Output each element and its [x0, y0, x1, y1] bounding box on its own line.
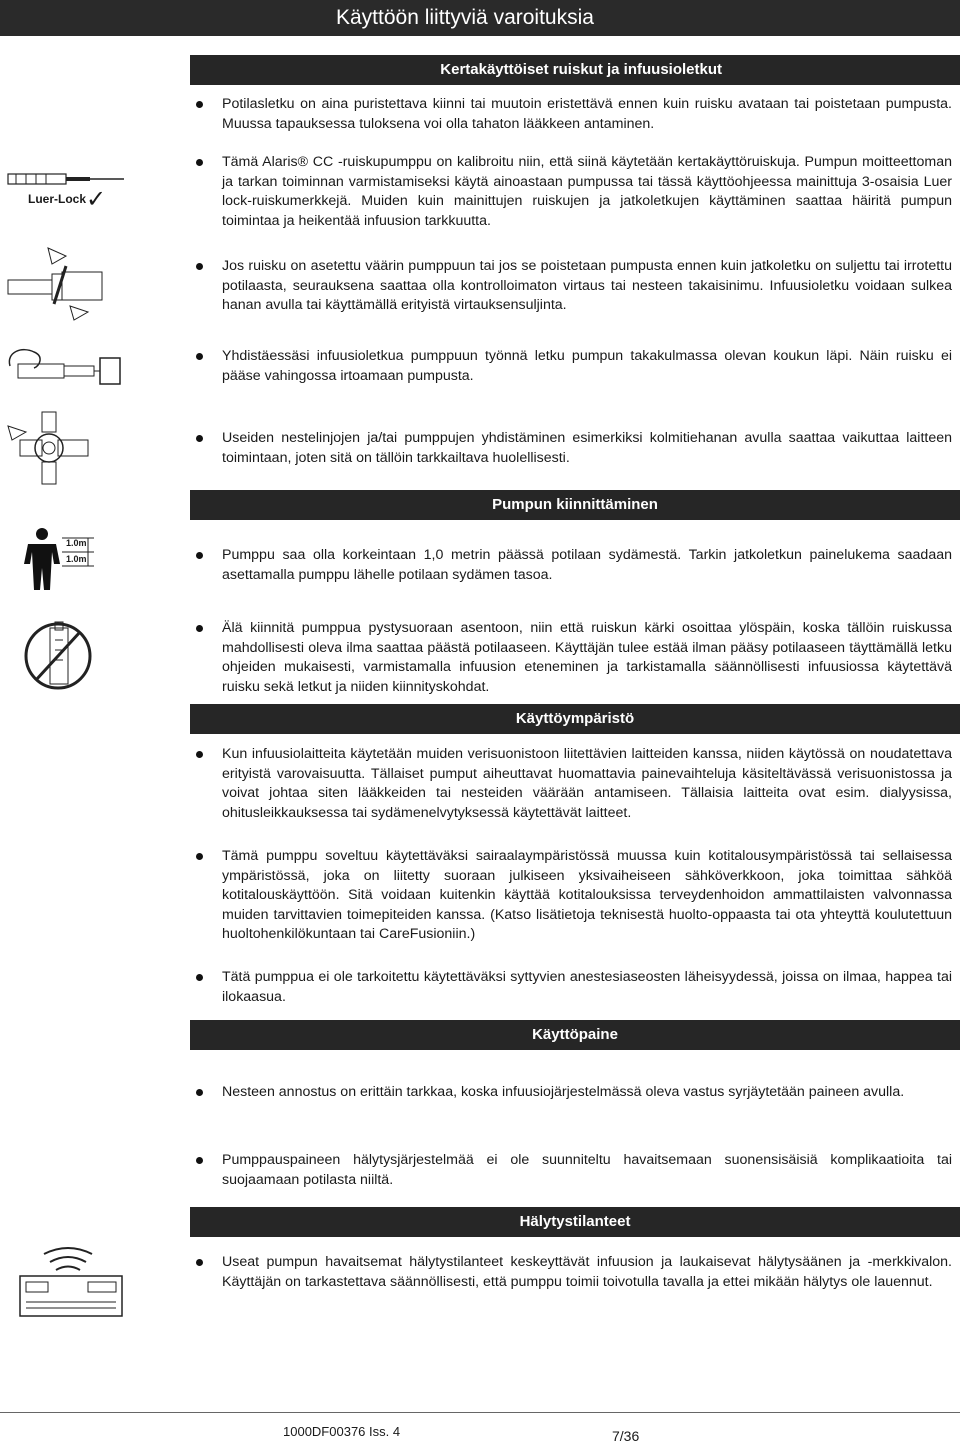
section-title: Hälytystilanteet [519, 1213, 631, 1230]
section-header-operating-pressure [190, 1020, 960, 1050]
warning-item: Useiden nestelinjojen ja/tai pumppujen yhdistäminen esimerkiksi kolmitiehanan avulla saattaa vaikuttaa laitteen toimintaan, joten sitä on tällöin tarkkailtava huolellisesti. [196, 429, 952, 468]
warning-item: Tämä Alaris® CC -ruiskupumppu on kalibroitu niin, että siinä käytetään kertakäyttöruiskuja. Pumpun moitteettoman ja tarkan toiminnan varmistamiseksi käytä ainoastaan pumpussa tai tässä käyttöohjeessa mainittuja 3-osaisia Luer lock-ruiskumerkkejä. Muiden kuin mainittujen ruiskujen ja jatkoletkujen käyttäminen saattaa häiritä pumpun toimintaa ja heikentää infuusion tarkkuutta. [196, 153, 952, 231]
page-title-bar [0, 0, 960, 36]
warning-item: Nesteen annostus on erittäin tarkkaa, koska infuusiojärjestelmässä oleva vastus syrjäytetään paineen avulla. [196, 1083, 952, 1103]
bullet-icon [196, 853, 203, 860]
page-title: Käyttöön liittyviä varoituksia [336, 6, 594, 29]
warning-item: Pumppu saa olla korkeintaan 1,0 metrin päässä potilaan sydämestä. Tarkin jatkoletkun painelukema saadaan asettamalla pumppu lähelle potilaan sydämen tasoa. [196, 546, 952, 585]
no-vertical-mount-figure [22, 620, 94, 692]
section-title: Pumpun kiinnittäminen [492, 496, 658, 513]
patient-height-figure [16, 526, 96, 594]
section-header-disposable-syringes [190, 55, 960, 85]
footer-divider [0, 1412, 960, 1413]
warning-item: Pumppauspaineen hälytysjärjestelmää ei ole suunniteltu havaitsemaan suonensisäisiä komplikaatioita tai suojaamaan potilasta niiltä. [196, 1151, 952, 1190]
warning-item: Tätä pumppua ei ole tarkoitettu käytettäväksi syttyvien anestesiaseosten läheisyydessä, joissa on ilmaa, happea tai ilokaasua. [196, 968, 952, 1007]
section-title: Käyttöympäristö [515, 710, 635, 727]
section-title: Kertakäyttöiset ruiskut ja infuusioletkut [440, 61, 722, 78]
tubing-hook-icon [4, 342, 124, 386]
syringe-clamp-icon [4, 244, 114, 324]
alarm-pump-figure [16, 1244, 126, 1320]
alarm-pump-icon [16, 1244, 126, 1320]
bullet-icon [196, 101, 203, 108]
section-header-pump-mounting [190, 490, 960, 520]
checkmark-icon: ✓ [86, 186, 107, 213]
tubing-hook-figure [4, 342, 124, 386]
warning-item: Kun infuusiolaitteita käytetään muiden verisuonistoon liitettävien laitteiden kanssa, niiden käytössä on noudatettava erityistä varovaisuutta. Tällaiset pumput aiheuttavat huomattavia painevaihteluja käsiteltävässä verisuonistossa ja voivat johtaa siten lääkkeiden tai nesteiden väärään antamiseen. Tällaisia laitteita ovat esim. dialyysissa, ohitusleikkauksessa tai sydämenelvytyksessä käytettävät laitteet. [196, 745, 952, 823]
warning-item: Jos ruisku on asetettu väärin pumppuun tai jos se poistetaan pumpusta ennen kuin jatkoletku on suljettu tai irrotettu potilaasta, seurauksena saattaa olla kontrolloimaton virtaus tai nesteen takaisinimu. Infuusioletku voidaan sulkea hanan avulla tai käyttämällä erityistä virtauksensuljinta. [196, 257, 952, 316]
bullet-icon [196, 1259, 203, 1266]
bullet-icon [196, 751, 203, 758]
bullet-icon [196, 159, 203, 166]
warning-item: Potilasletku on aina puristettava kiinni tai muutoin eristettävä ennen kuin ruisku avataan tai poistetaan pumpusta. Muussa tapauksessa tuloksena voi olla tahaton lääkkeen antaminen. [196, 95, 952, 134]
bullet-icon [196, 625, 203, 632]
bullet-icon [196, 552, 203, 559]
warning-item: Useat pumpun havaitsemat hälytystilanteet keskeyttävät infuusion ja laukaisevat hälytysäänen ja -merkkivalon. Käyttäjän on tarkastettava säännöllisesti, että pumppu toimii toivotulla tavalla ja ettei mikään hälytys ole lauennut. [196, 1253, 952, 1292]
warning-item: Yhdistäessäsi infuusioletkua pumppuun työnnä letku pumpun takakulmassa olevan koukun läpi. Näin ruisku ei pääse vahingossa irtoamaan pumpusta. [196, 347, 952, 386]
three-way-tap-icon [6, 410, 96, 486]
syringe-clamp-figure [4, 244, 114, 324]
three-way-tap-figure [6, 410, 96, 486]
height-label: 1.0m [66, 538, 87, 548]
luer-lock-label: Luer-Lock [28, 192, 87, 206]
bullet-icon [196, 435, 203, 442]
luer-lock-syringe-figure [6, 168, 126, 214]
warning-item: Tämä pumppu soveltuu käytettäväksi sairaalaympäristössä muussa kuin kotitalousympäristössä tai sellaisessa ympäristössä, joka on liitetty suoraan julkiseen yksivaiheiseen sähköverkkoon, joka toimittaa sähköä kotitalouskäyttöön. Sitä voidaan kuitenkin käyttää kotitalouksissa terveydenhoidon ammattilaisten valvonnassa muiden tarvittavien toimepiteiden kanssa. (Katso lisätietoja teknisestä huolto-oppaasta tai ota yhteyttä koulutettuun huoltohenkilökuntaan tai CareFusioniin.) [196, 847, 952, 945]
bullet-icon [196, 974, 203, 981]
section-header-environment [190, 704, 960, 734]
bullet-icon [196, 1157, 203, 1164]
bullet-icon [196, 1089, 203, 1096]
warning-item: Älä kiinnitä pumppua pystysuoraan asentoon, niin että ruiskun kärki osoittaa ylöspäin, koska tällöin ruiskussa mahdollisesti oleva ilma saattaa päästä potilaaseen. Käyttäjän tulee estää ilman pääsy potilaaseen täyttämällä letku ohjeiden mukaisesti, varmistamalla infuusion eteneminen ja tarkistamalla säännöllisesti infuusiossa käytettävä ruisku sekä letkut ja niiden kiinnityskohdat. [196, 619, 952, 697]
page-number: 7/36 [612, 1428, 640, 1444]
section-header-alarms [190, 1207, 960, 1237]
syringe-icon [6, 168, 126, 214]
prohibited-icon [22, 620, 94, 692]
bullet-icon [196, 263, 203, 270]
bullet-icon [196, 353, 203, 360]
document-code: 1000DF00376 Iss. 4 [283, 1424, 401, 1439]
height-label: 1.0m [66, 554, 87, 564]
section-title: Käyttöpaine [532, 1026, 618, 1043]
